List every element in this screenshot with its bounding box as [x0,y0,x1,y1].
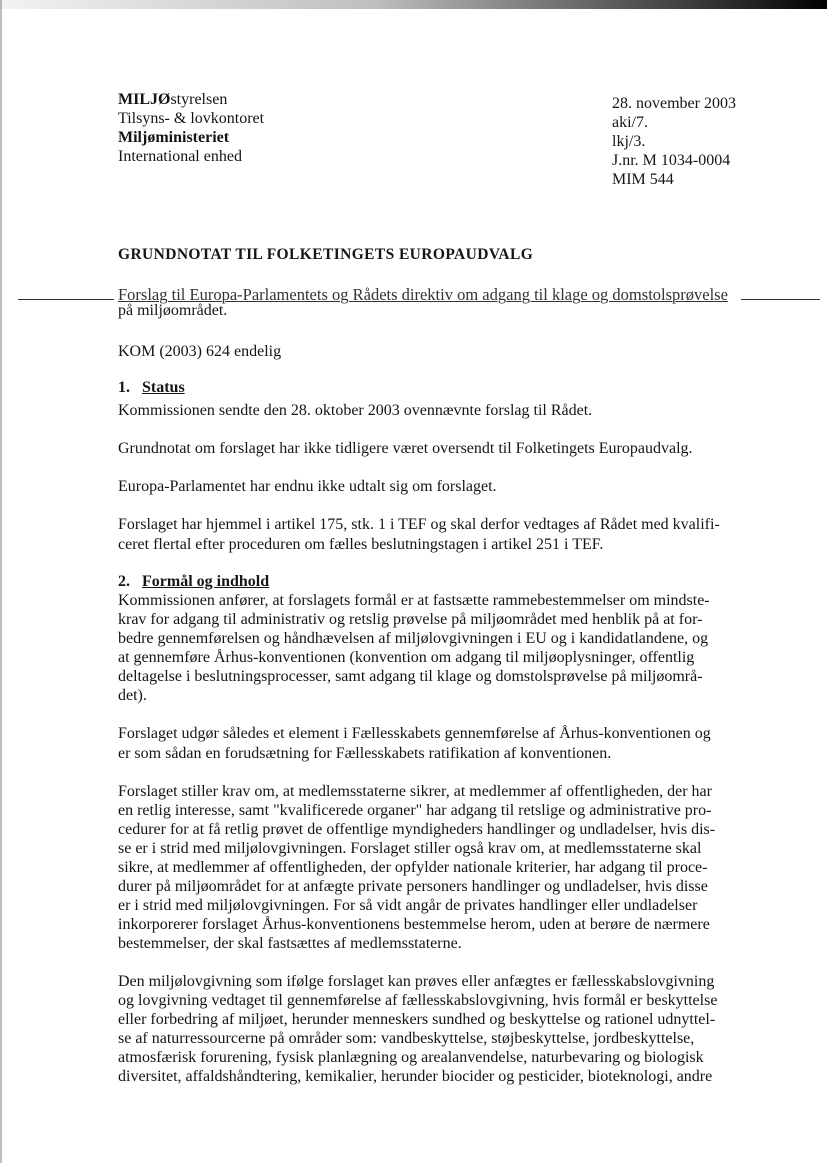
subject-line-1-text: Forslag til Europa-Parlamentets og Rådets direktiv om adgang til klage og domstolsprøvelse [118,285,728,304]
paragraph-line: se af naturressourcerne på områder som: vandbeskyttelse, støjbeskyttelse, jordbeskyttelse, [118,1030,695,1047]
department: Tilsyns- & lovkontoret [118,110,265,127]
subject-rule-left [18,299,114,300]
document-title: GRUNDNOTAT TIL FOLKETINGETS EUROPAUDVALG [118,246,534,263]
paragraph-line: eller forbedring af miljøet, herunder menneskers sundhed og beskyttelse og rationel udnyttel- [118,1011,716,1028]
section-1-heading [118,378,185,398]
section-2-number: 2. [118,573,130,590]
unit: International enhed [118,148,242,165]
paragraph-line: bedre gennemførelsen og håndhævelsen af miljølovgivningen i EU og i kandidatlandene, og [118,630,709,647]
paragraph-line: Forslaget stiller krav om, at medlemsstaterne sikrer, at medlemmer af offentligheden, der har [118,783,712,800]
org-name-rest: styrelsen [170,91,228,108]
paragraph-line: se er i strid med miljølovgivningen. Forslaget stiller også krav om, at medlemsstaterne skal [118,840,702,857]
subject-line-2: på miljøområdet. [118,302,228,319]
ref-1: aki/7. [612,114,648,131]
paragraph-line: Forslaget har hjemmel i artikel 175, stk. 1 i TEF og skal derfor vedtages af Rådet med kvalifi- [118,516,720,533]
ministry: Miljøministeriet [118,129,230,146]
paragraph-line: cedurer for at få retlig prøvet de offentlige myndigheders handlinger og undladelser, hvis dis- [118,821,716,838]
subject-rule-right [741,299,820,300]
letter-date: 28. november 2003 [612,95,736,112]
paragraph-line: Kommissionen anfører, at forslagets formål er at fastsætte rammebestemmelser om mindste- [118,592,710,609]
paragraph-line: krav for adgang til administrativ og retslig prøvelse på miljøområdet med henblik på at for- [118,611,703,628]
paragraph-line: ceret flertal efter proceduren om fælles beslutningstagen i artikel 251 i TEF. [118,536,604,553]
journal-number: J.nr. M 1034-0004 [612,152,731,169]
paragraph-line: atmosfærisk forurening, fysisk planlægning og arealanvendelse, naturbevaring og biologisk [118,1049,704,1066]
section-1-number: 1. [118,379,130,396]
paragraph-line: sikre, at medlemmer af offentligheden, der opfylder nationale kriterier, har adgang til proce- [118,859,708,876]
paragraph-line: Europa-Parlamentet har endnu ikke udtalt sig om forslaget. [118,478,497,495]
paragraph-line: diversitet, affaldshåndtering, kemikalier, herunder biocider og pesticider, bioteknologi, andre [118,1068,713,1085]
paragraph-line: og lovgivning vedtaget til gennemførelse af fællesskabslovgivning, hvis formål er beskyttelse [118,992,718,1009]
commission-reference: KOM (2003) 624 endelig [118,343,282,360]
section-1-title: Status [142,379,185,396]
paragraph-line: Den miljølovgivning som ifølge forslaget kan prøves eller anfægtes er fællesskabslovgivning [118,973,715,990]
paragraph-line: deltagelse i beslutningsprocesser, samt adgang til klage og domstolsprøvelse på miljøområ- [118,668,703,685]
paragraph-line: durer på miljøområdet for at anfægte private personers handlinger og undladelser, hvis disse [118,878,708,895]
paragraph-line: Forslaget udgør således et element i Fællesskabets gennemførelse af Århus-konventionen og [118,725,711,742]
paragraph-line: at gennemføre Århus-konventionen (konvention om adgang til miljøoplysninger, offentlig [118,649,695,666]
section-2-heading [118,572,269,592]
paragraph-line: det). [118,687,147,704]
paragraph-line: Kommissionen sendte den 28. oktober 2003 ovennævnte forslag til Rådet. [118,402,593,419]
paragraph-line: bestemmelser, der skal fastsættes af medlemsstaterne. [118,935,462,952]
paragraph-line: Grundnotat om forslaget har ikke tidligere været oversendt til Folketingets Europaudvalg. [118,440,693,457]
org-name [118,90,227,110]
ref-2: lkj/3. [612,133,646,150]
paragraph-line: en retlig interesse, samt "kvalificerede organer" har adgang til retslige og administrative pro- [118,802,712,819]
section-2-title: Formål og indhold [142,573,270,590]
paragraph-line: er som sådan en forudsætning for Fællesskabets ratifikation af konventionen. [118,745,612,762]
paragraph-line: er i strid med miljølovgivningen. For så vidt angår de privates handlinger eller undladelser [118,897,698,914]
org-name-bold: MILJØ [118,91,171,108]
case-code: MIM 544 [612,171,674,188]
paragraph-line: inkorporerer forslaget Århus-konventionens bestemmelse herom, uden at berøre de nærmere [118,916,710,933]
